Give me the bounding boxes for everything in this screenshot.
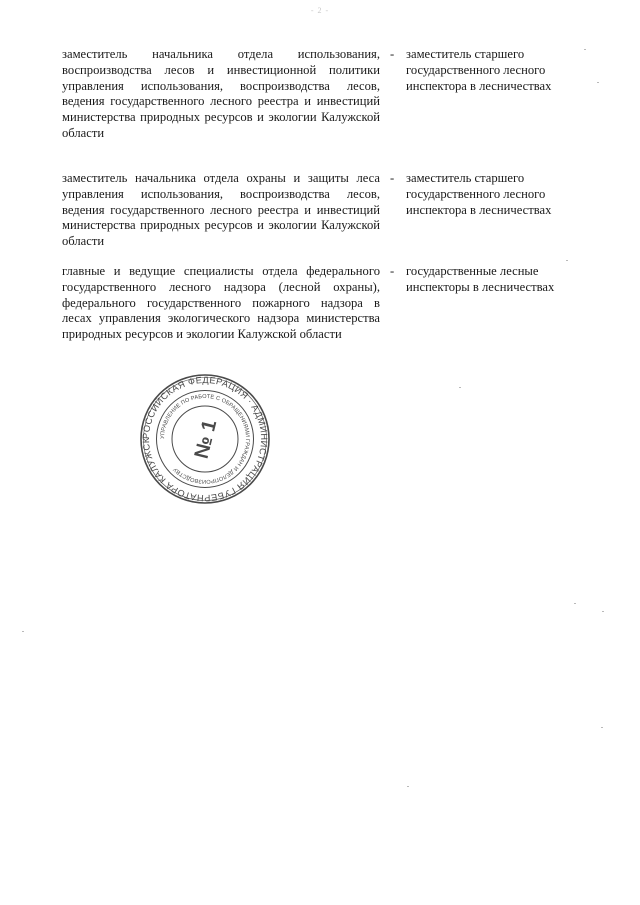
scan-speck [601,727,603,728]
dash-separator: - [390,171,395,185]
dash-separator: - [390,264,395,278]
scan-speck [602,611,604,612]
official-stamp-seal [138,372,272,506]
inspector-role: государственные лесные инспекторы в лесничествах [406,264,555,294]
position-title: главные и ведущие специалисты отдела федерального государственного лесного надзора (лесной охраны), федерального государственного пожарного надзора в лесах управления экологического надзора министерства природных ресурсов и экологии Калужской области [62,264,380,342]
stamp-graphic [138,372,272,506]
scan-speck [574,603,576,604]
position-title: заместитель начальника отдела охраны и защиты леса управления использования, воспроизводства лесов, ведения государственного лесного реестра и инвестиций министерства природных ресурсов и экологии Калужской области [62,171,380,249]
scan-speck [407,786,409,787]
inspector-role: заместитель старшего государственного лесного инспектора в лесничествах [406,47,552,93]
scan-speck [584,49,586,50]
stamp-outer-text: РОССИЙСКАЯ ФЕДЕРАЦИЯ · АДМИНИСТРАЦИЯ ГУБЕРНАТОРА КАЛУЖСК [140,374,270,504]
scan-speck [459,387,461,388]
page-number-marker: - 2 - [310,6,330,15]
scan-speck [597,82,599,83]
position-entry [62,47,622,142]
inspector-role: заместитель старшего государственного лесного инспектора в лесничествах [406,171,552,217]
position-title: заместитель начальника отдела использования, воспроизводства лесов и инвестиционной политики управления использования, воспроизводства лесов, ведения государственного лесного реестра и инвестиций министерства природных ресурсов и экологии Калужской области [62,47,380,140]
scan-speck [566,260,568,261]
scan-speck [22,631,24,632]
dash-separator: - [390,47,395,61]
stamp-number: № 1 [190,417,222,461]
position-entry [62,264,622,343]
position-entry [62,171,622,250]
stamp-inner-text: УПРАВЛЕНИЕ ПО РАБОТЕ С ОБРАЩЕНИЯМИ ГРАЖДАН И ДЕЛОПРОИЗВОДСТВУ [159,393,251,485]
